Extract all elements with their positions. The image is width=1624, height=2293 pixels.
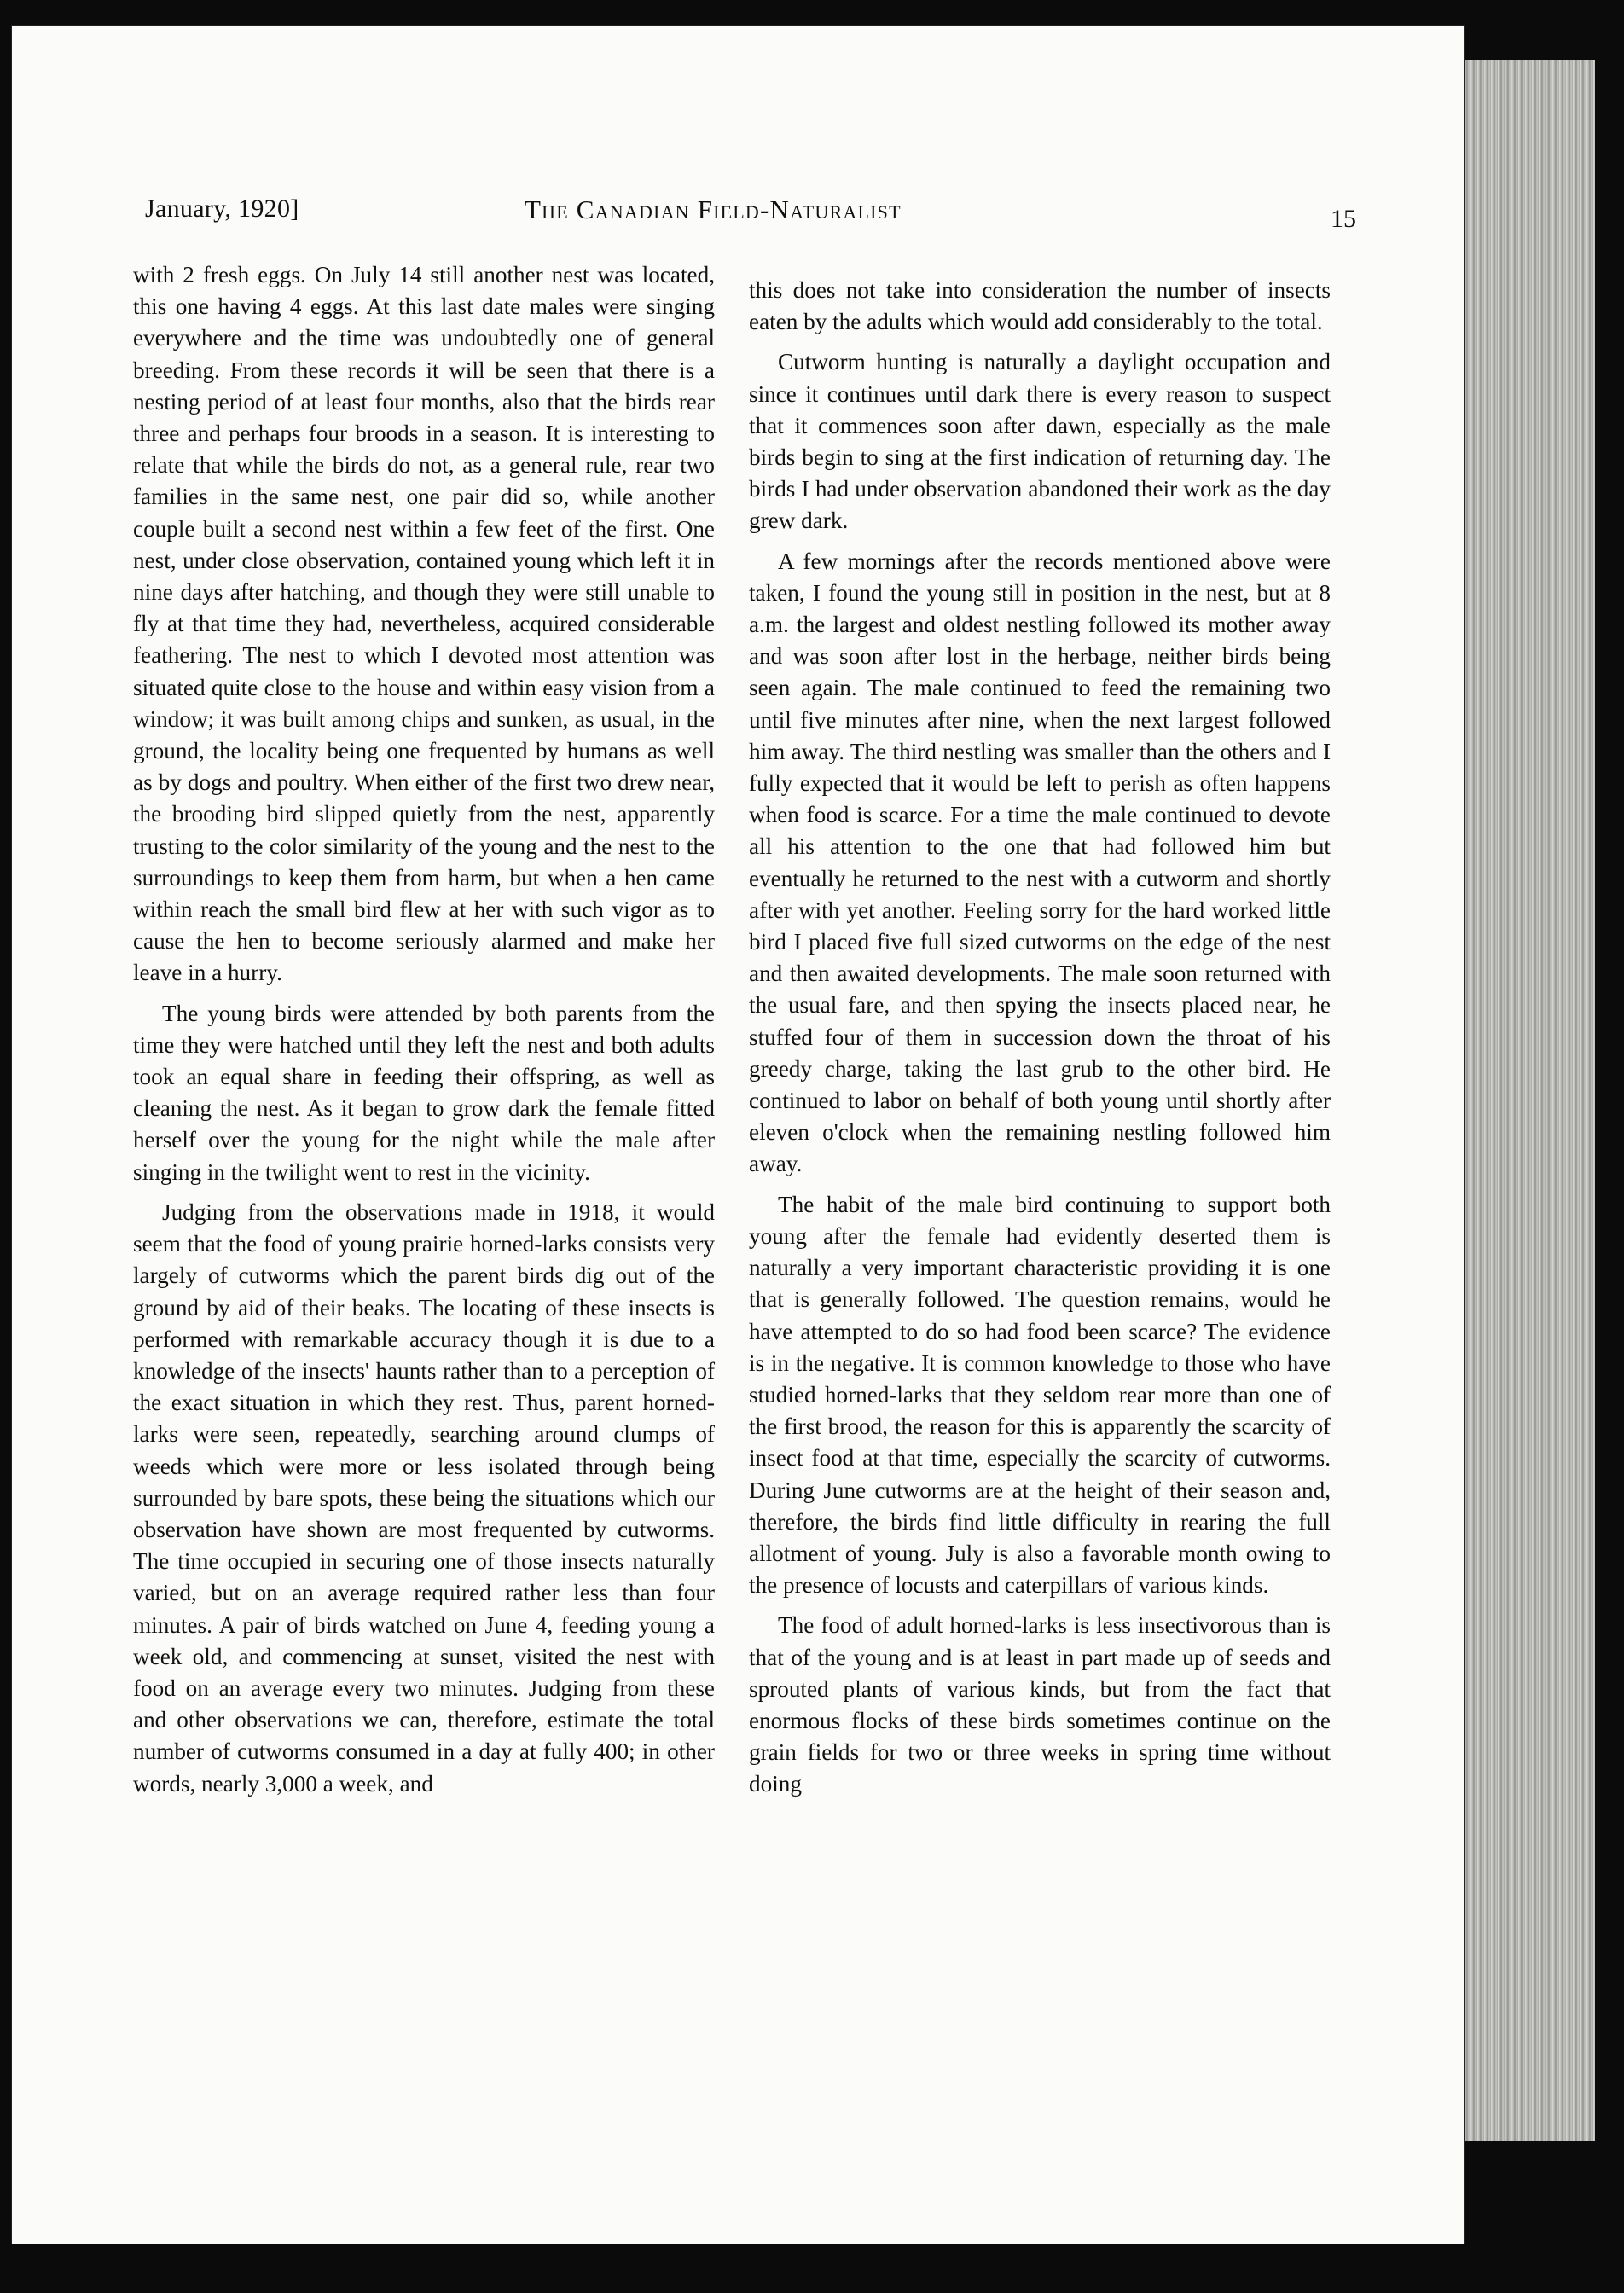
right-column: [749, 275, 1331, 1809]
journal-title: The Canadian Field-Naturalist: [525, 194, 902, 224]
paragraph: The habit of the male bird continuing to support both young after the female had evidently deserted them is naturally a very important characteristic providing it is one that is generally followed. The question remains, would he have attempted to do so had food been scarce? The evidence is in the negative. It is common knowledge to those who have studied horned-larks that they seldom rear more than one of the first brood, the reason for this is apparently the scarcity of insect food at that time, especially the scarcity of cutworms. During June cutworms are at the height of their season and, therefore, the birds find little difficulty in rearing the full allotment of young. July is also a favorable month owing to the presence of locusts and caterpillars of various kinds.: [749, 1191, 1331, 1599]
paragraph: this does not take into consideration the number of insects eaten by the adults which would add considerably to the total.: [749, 277, 1331, 335]
page-number: 15: [1331, 205, 1356, 233]
paragraph: with 2 fresh eggs. On July 14 still another nest was located, this one having 4 eggs. At this last date males were singing everywhere and the time was undoubtedly one of general breeding. From these records it will be seen that there is a nesting period of at least four months, also that the birds rear three and perhaps four broods in a season. It is interesting to relate that while the birds do not, as a general rule, rear two families in the same nest, one pair did so, while another couple built a second nest within a few feet of the first. One nest, under close observation, contained young which left it in nine days after hatching, and though they were still unable to fly at that time they had, nevertheless, acquired considerable feathering. The nest to which I devoted most attention was situated quite close to the house and within easy vision from a window; it was built among chips and sunken, as usual, in the ground, the locality being one frequented by humans as well as by dogs and poultry. When either of the first two drew near, the brooding bird slipped quietly from the nest, apparently trusting to the color similarity of the young and the nest to the surroundings to keep them from harm, but when a hen came within reach the small bird flew at her with such vigor as to cause the hen to become seriously alarmed and make her leave in a hurry.: [133, 262, 715, 986]
paragraph: A few mornings after the records mentioned above were taken, I found the young still in position in the nest, but at 8 a.m. the largest and oldest nestling followed its mother away and was soon after lost in the herbage, neither birds being seen again. The male continued to feed the remaining two until five minutes after nine, when the next largest followed him away. The third nestling was smaller than the others and I fully expected that it would be left to perish as often happens when food is scarce. For a time the male continued to devote all his attention to the one that had followed him but eventually he returned to the nest with a cutworm and shortly after with yet another. Feeling sorry for the hard worked little bird I placed five full sized cutworms on the edge of the nest and then awaited developments. The male soon returned with the usual fare, and then spying the insects placed near, he stuffed four of them in succession down the throat of his greedy charge, taking the last grub to the other bird. He continued to labor on behalf of both young until shortly after eleven o'clock when the remaining nestling followed him away.: [749, 548, 1331, 1177]
book-page-edges: [1450, 60, 1595, 2141]
paragraph: Cutworm hunting is naturally a daylight occupation and since it continues until dark there is every reason to suspect that it commences soon after dawn, especially as the male birds begin to sing at the first indication of returning day. The birds I had under observation abandoned their work as the day grew dark.: [749, 349, 1331, 534]
paragraph: Judging from the observations made in 1918, it would seem that the food of young prairie horned-larks consists very largely of cutworms which the parent birds dig out of the ground by aid of their beaks. The locating of these insects is performed with remarkable accuracy though it is due to a knowledge of the insects' haunts rather than to a perception of the exact situation in which they rest. Thus, parent horned-larks were seen, repeatedly, searching around clumps of weeds which were more or less isolated through being surrounded by bare spots, these being the situations which our observation have shown are most frequented by cutworms. The time occupied in securing one of those insects naturally varied, but on an average required rather less than four minutes. A pair of birds watched on June 4, feeding young a week old, and commencing at sunset, visited the nest with food on an average every two minutes. Judging from these and other observations we can, therefore, estimate the total number of cutworms consumed in a day at fully 400; in other words, nearly 3,000 a week, and: [133, 1199, 715, 1797]
running-header: [136, 194, 1356, 237]
paragraph: The food of adult horned-larks is less insectivorous than is that of the young and is at least in part made up of seeds and sprouted plants of various kinds, but from the fact that enormous flocks of these birds sometimes continue on the grain fields for two or three weeks in spring time without doing: [749, 1612, 1331, 1797]
issue-date: January, 1920]: [145, 194, 299, 223]
left-column: [133, 259, 715, 1808]
paragraph: The young birds were attended by both parents from the time they were hatched until they left the nest and both adults took an equal share in feeding their offspring, as well as cleaning the nest. As it began to grow dark the female fitted herself over the young for the night while the male after singing in the twilight went to rest in the vicinity.: [133, 1000, 715, 1185]
